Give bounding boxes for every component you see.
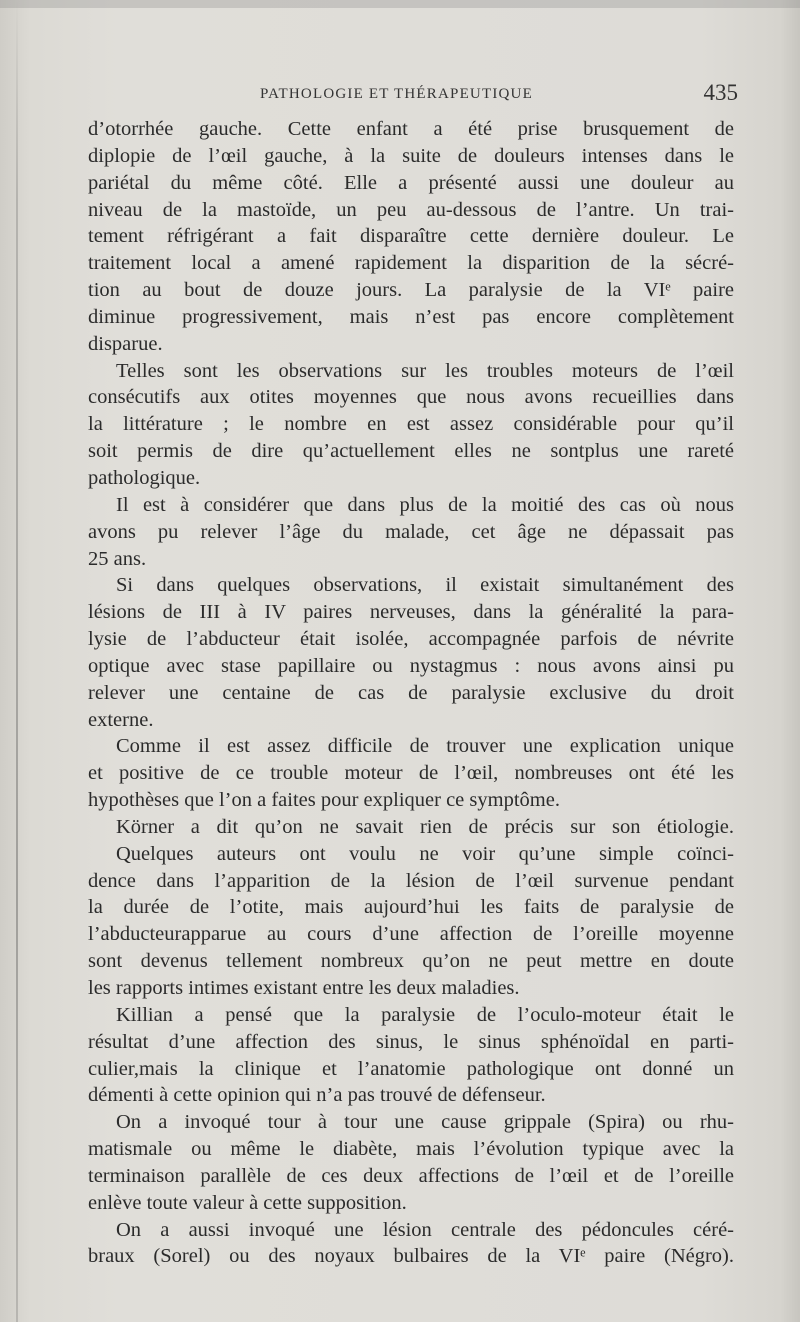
text-line: lysie de l’abducteur était isolée, accompagnée parfois de névrite	[88, 628, 734, 651]
text-line: culier,mais la clinique et l’anatomie pathologique ont donné un	[88, 1057, 734, 1080]
text-line: pariétal du même côté. Elle a présenté aussi une douleur au	[88, 171, 734, 194]
text-line: et positive de ce trouble moteur de l’œil, nombreuses ont été les	[88, 762, 734, 785]
text-line: sont devenus tellement nombreux qu’on ne peut mettre en doute	[88, 950, 734, 973]
text-line: Comme il est assez difficile de trouver une explication unique	[116, 735, 734, 758]
text-line: Quelques auteurs ont voulu ne voir qu’une simple coïnci-	[116, 842, 734, 865]
text-line: Telles sont les observations sur les troubles moteurs de l’œil	[116, 359, 734, 382]
text-line: pathologique.	[88, 466, 201, 489]
text-line: externe.	[88, 708, 154, 731]
text-line: lésions de III à IV paires nerveuses, dans la généralité la para-	[88, 601, 734, 624]
text-line: On a aussi invoqué une lésion centrale des pédoncules céré-	[116, 1218, 734, 1241]
text-line: Si dans quelques observations, il existait simultanément des	[116, 574, 734, 597]
text-line: matismale ou même le diabète, mais l’évolution typique avec la	[88, 1138, 734, 1161]
text-line: soit permis de dire qu’actuellement elles ne sontplus une rareté	[88, 440, 734, 463]
text-line: Killian a pensé que la paralysie de l’oculo-moteur était le	[116, 1003, 734, 1026]
text-line: traitement local a amené rapidement la disparition de la sécré-	[88, 252, 734, 275]
text-line: terminaison parallèle de ces deux affections de l’œil et de l’oreille	[88, 1164, 734, 1187]
text-line: disparue.	[88, 332, 163, 355]
page-header	[88, 80, 738, 106]
text-line: niveau de la mastoïde, un peu au-dessous de l’antre. Un trai-	[88, 198, 734, 221]
body-text	[88, 116, 734, 1270]
text-line: résultat d’une affection des sinus, le sinus sphénoïdal en parti-	[88, 1030, 734, 1053]
text-line: optique avec stase papillaire ou nystagmus : nous avons ainsi pu	[88, 654, 734, 677]
text-line: consécutifs aux otites moyennes que nous avons recueillies dans	[88, 386, 734, 409]
text-line: On a invoqué tour à tour une cause grippale (Spira) ou rhu-	[116, 1111, 734, 1134]
text-line: la littérature ; le nombre en est assez considérable pour qu’il	[88, 413, 734, 436]
text-line: dence dans l’apparition de la lésion de l’œil survenue pendant	[88, 869, 734, 892]
text-line: braux (Sorel) ou des noyaux bulbaires de la VIᵉ paire (Négro).	[88, 1245, 734, 1268]
binding-edge	[16, 0, 18, 1322]
scan-top-edge	[0, 0, 800, 8]
text-line: tement réfrigérant a fait disparaître cette dernière douleur. Le	[88, 225, 734, 248]
text-line: les rapports intimes existant entre les deux maladies.	[88, 977, 520, 999]
text-line: diminue progressivement, mais n’est pas encore complètement	[88, 305, 734, 328]
text-line: enlève toute valeur à cette supposition.	[88, 1191, 407, 1214]
running-title: PATHOLOGIE ET THÉRAPEUTIQUE	[260, 86, 533, 102]
text-line: Il est à considérer que dans plus de la moitié des cas où nous	[116, 493, 734, 516]
text-line: 25 ans.	[88, 547, 147, 570]
text-line: l’abducteurapparue au cours d’une affection de l’oreille moyenne	[88, 923, 734, 946]
text-line: démenti à cette opinion qui n’a pas trouvé de défenseur.	[88, 1084, 546, 1107]
page-number: 435	[703, 80, 738, 105]
text-line: relever une centaine de cas de paralysie exclusive du droit	[88, 681, 734, 704]
text-line: diplopie de l’œil gauche, à la suite de douleurs intenses dans le	[88, 144, 734, 167]
text-line: hypothèses que l’on a faites pour expliquer ce symptôme.	[88, 789, 560, 812]
text-line: avons pu relever l’âge du malade, cet âge ne dépassait pas	[88, 520, 734, 543]
text-line: Körner a dit qu’on ne savait rien de précis sur son étiologie.	[116, 815, 734, 838]
text-line: d’otorrhée gauche. Cette enfant a été prise brusquement de	[88, 118, 734, 140]
text-line: tion au bout de douze jours. La paralysie de la VIᵉ paire	[88, 279, 734, 302]
text-line: la durée de l’otite, mais aujourd’hui les faits de paralysie de	[88, 896, 734, 919]
